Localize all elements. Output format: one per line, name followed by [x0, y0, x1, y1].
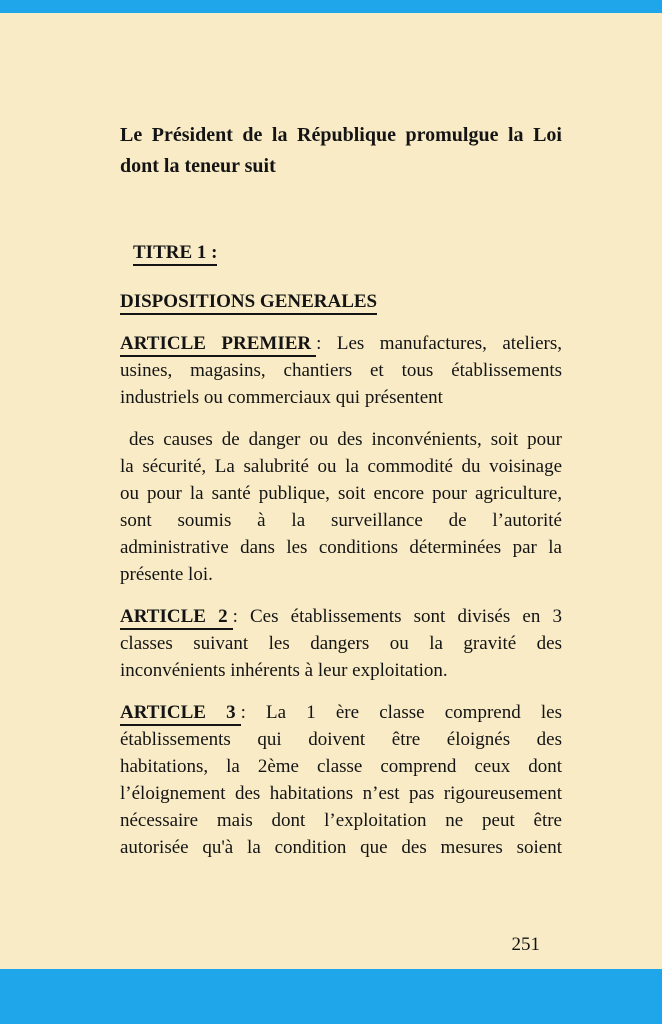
heading-line: Le Président de la République promulgue la Loi — [120, 124, 562, 146]
title-titre — [120, 239, 562, 266]
article-paragraph — [120, 330, 562, 411]
paragraph-line: ou pour la santé publique, soit encore pour agriculture, — [120, 483, 562, 504]
top-bar — [0, 0, 662, 13]
heading-line: dont la teneur suit — [120, 155, 276, 177]
bottom-bar — [0, 969, 662, 1024]
paragraph-line: nécessaire mais dont l’exploitation ne peut être — [120, 810, 562, 831]
paragraph-line: des causes de danger ou des inconvénients, soit pour — [120, 429, 562, 450]
article-label: ARTICLE 3 — [120, 702, 241, 726]
paragraph-line: usines, magasins, chantiers et tous établissements — [120, 360, 562, 381]
paragraph-line: ARTICLE 3 : La 1 ère classe comprend les — [120, 699, 562, 726]
article-paragraph — [120, 699, 562, 861]
paragraph-line: la sécurité, La salubrité ou la commodité du voisinage — [120, 456, 562, 477]
document-heading — [120, 120, 562, 182]
article-label: ARTICLE 2 — [120, 606, 233, 630]
article-label: ARTICLE PREMIER — [120, 333, 316, 357]
paragraph-line: autorisée qu'à la condition que des mesures soient — [120, 837, 562, 858]
paragraph-line: ARTICLE PREMIER : Les manufactures, ateliers, — [120, 330, 562, 357]
paragraph-line: habitations, la 2ème classe comprend ceux dont — [120, 756, 562, 777]
paragraph-line: industriels ou commerciaux qui présentent — [120, 387, 443, 408]
article-paragraph — [120, 426, 562, 588]
paragraph-line: l’éloignement des habitations n’est pas rigoureusement — [120, 783, 562, 804]
paragraph-line: classes suivant les dangers ou la gravité des — [120, 633, 562, 654]
articles-container — [120, 330, 562, 861]
paragraph-line: établissements qui doivent être éloignés des — [120, 729, 562, 750]
page-number: 251 — [511, 934, 540, 955]
section-title-text: DISPOSITIONS GENERALES — [120, 291, 377, 315]
article-paragraph — [120, 603, 562, 684]
paragraph-line: ARTICLE 2 : Ces établissements sont divisés en 3 — [120, 603, 562, 630]
paragraph-line: présente loi. — [120, 564, 213, 585]
paragraph-line: sont soumis à la surveillance de l’autorité — [120, 510, 562, 531]
paragraph-line: inconvénients inhérents à leur exploitation. — [120, 660, 448, 681]
title-titre-text: TITRE 1 : — [133, 242, 217, 266]
section-title — [120, 288, 562, 315]
paragraph-line: administrative dans les conditions déterminées par la — [120, 537, 562, 558]
page-content — [120, 13, 562, 861]
